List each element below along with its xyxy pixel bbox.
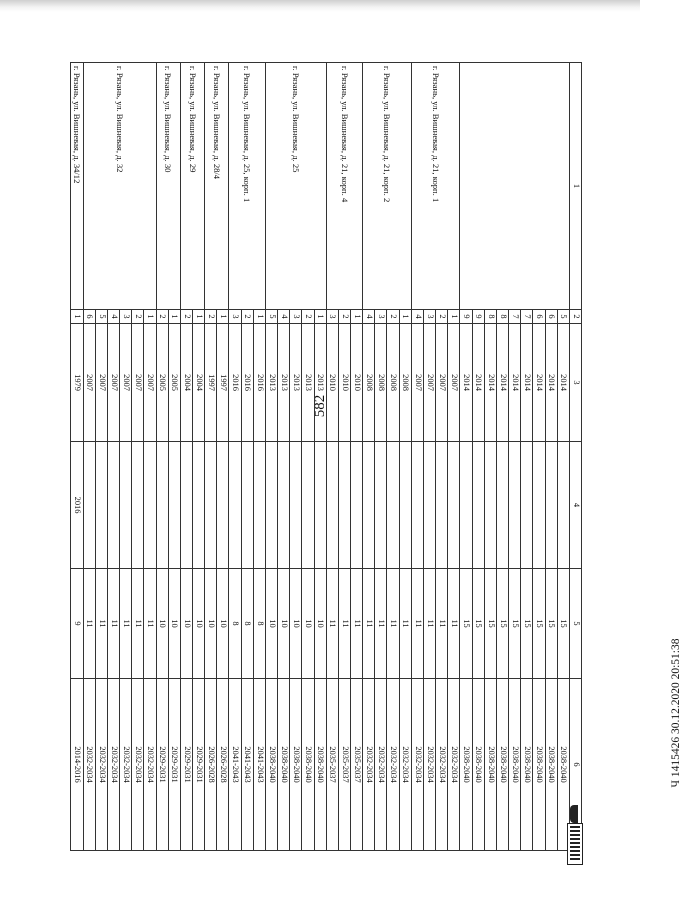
column-5-cell: 15	[521, 569, 533, 679]
column-4-cell	[95, 442, 107, 569]
year-cell: 2016	[253, 324, 265, 442]
column-5-cell: 15	[509, 569, 521, 679]
header-cell: 2	[569, 310, 581, 324]
period-cell: 2038-2040	[509, 679, 521, 851]
column-4-cell	[557, 442, 569, 569]
registry-table-container	[70, 62, 582, 850]
period-cell: 2035-2037	[351, 679, 363, 851]
period-cell: 2038-2040	[557, 679, 569, 851]
period-cell: 2032-2034	[83, 679, 95, 851]
column-5-cell: 9	[71, 569, 84, 679]
column-4-cell	[399, 442, 411, 569]
entrance-number-cell: 1	[193, 310, 205, 324]
year-cell: 2007	[83, 324, 95, 442]
period-cell: 2038-2040	[265, 679, 277, 851]
period-cell: 2026-2028	[217, 679, 229, 851]
year-cell: 2010	[326, 324, 338, 442]
table-row	[314, 63, 326, 851]
period-cell: 2038-2040	[496, 679, 508, 851]
address-cell: г. Рязань, ул. Вишневая, д. 25	[265, 63, 326, 310]
period-cell: 2038-2040	[278, 679, 290, 851]
column-4-cell	[314, 442, 326, 569]
period-cell: 2038-2040	[521, 679, 533, 851]
rotated-table-frame	[70, 62, 582, 850]
entrance-number-cell: 8	[484, 310, 496, 324]
entrance-number-cell: 2	[338, 310, 350, 324]
column-4-cell	[436, 442, 448, 569]
period-cell: 2032-2034	[387, 679, 399, 851]
registry-table	[70, 62, 582, 851]
entrance-number-cell: 1	[144, 310, 156, 324]
table-row	[253, 63, 265, 851]
year-cell: 2005	[156, 324, 168, 442]
column-4-cell	[460, 442, 472, 569]
address-cell	[460, 63, 569, 310]
entrance-number-cell: 3	[423, 310, 435, 324]
column-5-cell: 11	[351, 569, 363, 679]
year-cell: 2008	[375, 324, 387, 442]
column-5-cell: 10	[205, 569, 217, 679]
entrance-number-cell: 1	[217, 310, 229, 324]
entrance-number-cell: 2	[302, 310, 314, 324]
barcode-stamp-icon	[567, 823, 583, 865]
entrance-number-cell: 6	[83, 310, 95, 324]
year-cell: 2014	[484, 324, 496, 442]
period-cell: 2029-2031	[180, 679, 192, 851]
column-5-cell: 10	[156, 569, 168, 679]
column-4-cell	[144, 442, 156, 569]
period-cell: 2041-2043	[253, 679, 265, 851]
entrance-number-cell: 1	[448, 310, 460, 324]
column-4-cell	[326, 442, 338, 569]
column-5-cell: 10	[193, 569, 205, 679]
column-4-cell	[484, 442, 496, 569]
period-cell: 2032-2034	[411, 679, 423, 851]
header-cell: 3	[569, 324, 581, 442]
column-4-cell	[241, 442, 253, 569]
year-cell: 2013	[302, 324, 314, 442]
column-4-cell	[205, 442, 217, 569]
column-5-cell: 15	[557, 569, 569, 679]
column-4-cell	[180, 442, 192, 569]
column-4-cell	[545, 442, 557, 569]
period-cell: 2035-2037	[326, 679, 338, 851]
column-4-cell	[533, 442, 545, 569]
entrance-number-cell: 2	[156, 310, 168, 324]
year-cell: 2007	[120, 324, 132, 442]
period-cell: 2038-2040	[302, 679, 314, 851]
column-4-cell	[156, 442, 168, 569]
column-4-cell	[168, 442, 180, 569]
period-cell: 2038-2040	[460, 679, 472, 851]
column-4-cell	[120, 442, 132, 569]
column-4-cell	[107, 442, 119, 569]
period-cell: 2038-2040	[472, 679, 484, 851]
column-4-cell	[375, 442, 387, 569]
column-4-cell	[448, 442, 460, 569]
column-4-cell	[363, 442, 375, 569]
year-cell: 2014	[460, 324, 472, 442]
year-cell: 2007	[107, 324, 119, 442]
column-4-cell	[411, 442, 423, 569]
header-cell: 5	[569, 569, 581, 679]
column-4-cell	[132, 442, 144, 569]
entrance-number-cell: 1	[71, 310, 84, 324]
year-cell: 2005	[168, 324, 180, 442]
entrance-number-cell: 3	[120, 310, 132, 324]
column-5-cell: 11	[448, 569, 460, 679]
entrance-number-cell: 4	[411, 310, 423, 324]
period-cell: 2014-2016	[71, 679, 84, 851]
table-row	[193, 63, 205, 851]
entrance-number-cell: 3	[326, 310, 338, 324]
address-cell: г. Рязань, ул. Вишневая, д. 32	[83, 63, 156, 310]
year-cell: 2007	[423, 324, 435, 442]
column-4-cell	[265, 442, 277, 569]
period-cell: 2032-2034	[107, 679, 119, 851]
address-cell: г. Рязань, ул. Вишневая, д. 34/12	[71, 63, 84, 310]
header-cell: 1	[569, 63, 581, 310]
column-5-cell: 11	[436, 569, 448, 679]
column-4-cell	[83, 442, 95, 569]
year-cell: 2016	[229, 324, 241, 442]
column-4-cell	[338, 442, 350, 569]
entrance-number-cell: 4	[278, 310, 290, 324]
entrance-number-cell: 3	[375, 310, 387, 324]
period-cell: 2032-2034	[436, 679, 448, 851]
column-4-cell	[290, 442, 302, 569]
column-5-cell: 15	[545, 569, 557, 679]
table-row	[144, 63, 156, 851]
entrance-number-cell: 8	[496, 310, 508, 324]
column-5-cell: 10	[302, 569, 314, 679]
table-row	[168, 63, 180, 851]
year-cell: 2007	[411, 324, 423, 442]
entrance-number-cell: 1	[351, 310, 363, 324]
column-5-cell: 11	[387, 569, 399, 679]
entrance-number-cell: 5	[557, 310, 569, 324]
year-cell: 2010	[338, 324, 350, 442]
year-cell: 2014	[509, 324, 521, 442]
year-cell: 2013	[314, 324, 326, 442]
entrance-number-cell: 1	[399, 310, 411, 324]
column-4-cell	[423, 442, 435, 569]
period-cell: 2032-2034	[423, 679, 435, 851]
column-4-cell	[302, 442, 314, 569]
column-5-cell: 8	[253, 569, 265, 679]
table-row	[351, 63, 363, 851]
year-cell: 1997	[205, 324, 217, 442]
address-cell: г. Рязань, ул. Вишневая, д. 25, корп. 1	[229, 63, 265, 310]
year-cell: 2007	[448, 324, 460, 442]
entrance-number-cell: 1	[253, 310, 265, 324]
column-5-cell: 11	[95, 569, 107, 679]
year-cell: 2010	[351, 324, 363, 442]
column-5-cell: 10	[265, 569, 277, 679]
period-cell: 2032-2034	[399, 679, 411, 851]
entrance-number-cell: 2	[132, 310, 144, 324]
column-5-cell: 10	[314, 569, 326, 679]
document-footer: Ч 1415426 30.12.2020 20:51:38	[670, 638, 682, 788]
entrance-number-cell: 4	[107, 310, 119, 324]
column-5-cell: 15	[533, 569, 545, 679]
period-cell: 2038-2040	[484, 679, 496, 851]
entrance-number-cell: 3	[290, 310, 302, 324]
entrance-number-cell: 9	[460, 310, 472, 324]
column-5-cell: 11	[399, 569, 411, 679]
entrance-number-cell: 2	[180, 310, 192, 324]
entrance-number-cell: 2	[436, 310, 448, 324]
year-cell: 2014	[533, 324, 545, 442]
period-cell: 2032-2034	[132, 679, 144, 851]
entrance-number-cell: 5	[265, 310, 277, 324]
entrance-number-cell: 2	[205, 310, 217, 324]
address-cell: г. Рязань, ул. Вишневая, д. 30	[156, 63, 180, 310]
period-cell: 2038-2040	[314, 679, 326, 851]
year-cell: 2004	[193, 324, 205, 442]
column-4-cell	[278, 442, 290, 569]
table-row	[399, 63, 411, 851]
year-cell: 2004	[180, 324, 192, 442]
year-cell: 2014	[557, 324, 569, 442]
address-cell: г. Рязань, ул. Вишневая, д. 21, корп. 1	[411, 63, 460, 310]
year-cell: 2007	[436, 324, 448, 442]
scan-shadow-edge	[0, 0, 640, 12]
address-cell: г. Рязань, ул. Вишневая, д. 21, корп. 4	[326, 63, 362, 310]
column-5-cell: 11	[363, 569, 375, 679]
year-cell: 2008	[363, 324, 375, 442]
entrance-number-cell: 6	[545, 310, 557, 324]
column-5-cell: 15	[496, 569, 508, 679]
entrance-number-cell: 4	[363, 310, 375, 324]
column-5-cell: 11	[83, 569, 95, 679]
table-header-row	[569, 63, 581, 851]
year-cell: 2014	[496, 324, 508, 442]
column-4-cell	[387, 442, 399, 569]
column-4-cell	[509, 442, 521, 569]
table-row	[71, 63, 84, 851]
table-row	[448, 63, 460, 851]
column-5-cell: 8	[229, 569, 241, 679]
period-cell: 2029-2031	[168, 679, 180, 851]
period-cell: 2038-2040	[533, 679, 545, 851]
page-number: 582	[312, 394, 328, 418]
entrance-number-cell: 3	[229, 310, 241, 324]
column-5-cell: 15	[484, 569, 496, 679]
year-cell: 2014	[545, 324, 557, 442]
column-5-cell: 10	[278, 569, 290, 679]
period-cell: 2032-2034	[363, 679, 375, 851]
column-5-cell: 10	[180, 569, 192, 679]
period-cell: 2032-2034	[120, 679, 132, 851]
period-cell: 2032-2034	[375, 679, 387, 851]
period-cell: 2038-2040	[290, 679, 302, 851]
entrance-number-cell: 5	[95, 310, 107, 324]
seal-icon	[570, 805, 578, 823]
entrance-number-cell: 1	[314, 310, 326, 324]
address-cell: г. Рязань, ул. Вишневая, д. 21, корп. 2	[363, 63, 412, 310]
column-5-cell: 11	[120, 569, 132, 679]
year-cell: 2007	[144, 324, 156, 442]
year-cell: 2016	[241, 324, 253, 442]
column-5-cell: 11	[375, 569, 387, 679]
column-5-cell: 11	[338, 569, 350, 679]
column-5-cell: 15	[472, 569, 484, 679]
period-cell: 2032-2034	[95, 679, 107, 851]
entrance-number-cell: 9	[472, 310, 484, 324]
column-5-cell: 10	[290, 569, 302, 679]
period-cell: 2038-2040	[545, 679, 557, 851]
column-5-cell: 11	[423, 569, 435, 679]
column-4-cell: 2016	[71, 442, 84, 569]
column-4-cell	[229, 442, 241, 569]
period-cell: 2026-2028	[205, 679, 217, 851]
column-5-cell: 15	[460, 569, 472, 679]
table-row	[557, 63, 569, 851]
year-cell: 2007	[132, 324, 144, 442]
entrance-number-cell: 1	[168, 310, 180, 324]
entrance-number-cell: 7	[521, 310, 533, 324]
column-4-cell	[521, 442, 533, 569]
column-4-cell	[217, 442, 229, 569]
column-5-cell: 11	[144, 569, 156, 679]
header-cell: 4	[569, 442, 581, 569]
column-5-cell: 10	[217, 569, 229, 679]
address-cell: г. Рязань, ул. Вишневая, д. 29	[180, 63, 204, 310]
header-cell: 6	[569, 679, 581, 851]
entrance-number-cell: 2	[241, 310, 253, 324]
column-4-cell	[193, 442, 205, 569]
entrance-number-cell: 6	[533, 310, 545, 324]
year-cell: 2013	[290, 324, 302, 442]
column-5-cell: 11	[132, 569, 144, 679]
column-5-cell: 11	[107, 569, 119, 679]
column-5-cell: 10	[168, 569, 180, 679]
period-cell: 2029-2031	[193, 679, 205, 851]
year-cell: 2008	[399, 324, 411, 442]
entrance-number-cell: 2	[387, 310, 399, 324]
column-5-cell: 8	[241, 569, 253, 679]
period-cell: 2041-2043	[241, 679, 253, 851]
year-cell: 1979	[71, 324, 84, 442]
entrance-number-cell: 7	[509, 310, 521, 324]
period-cell: 2032-2034	[144, 679, 156, 851]
year-cell: 2014	[521, 324, 533, 442]
year-cell: 2013	[265, 324, 277, 442]
year-cell: 2014	[472, 324, 484, 442]
year-cell: 1997	[217, 324, 229, 442]
column-5-cell: 11	[411, 569, 423, 679]
period-cell: 2032-2034	[448, 679, 460, 851]
year-cell: 2013	[278, 324, 290, 442]
period-cell: 2029-2031	[156, 679, 168, 851]
period-cell: 2041-2043	[229, 679, 241, 851]
column-4-cell	[472, 442, 484, 569]
period-cell: 2035-2037	[338, 679, 350, 851]
address-cell: г. Рязань, ул. Вишневая, д. 28/4	[205, 63, 229, 310]
table-row	[217, 63, 229, 851]
column-4-cell	[253, 442, 265, 569]
column-4-cell	[496, 442, 508, 569]
column-4-cell	[351, 442, 363, 569]
year-cell: 2007	[95, 324, 107, 442]
year-cell: 2008	[387, 324, 399, 442]
registry-table-body	[71, 63, 582, 851]
column-5-cell: 11	[326, 569, 338, 679]
